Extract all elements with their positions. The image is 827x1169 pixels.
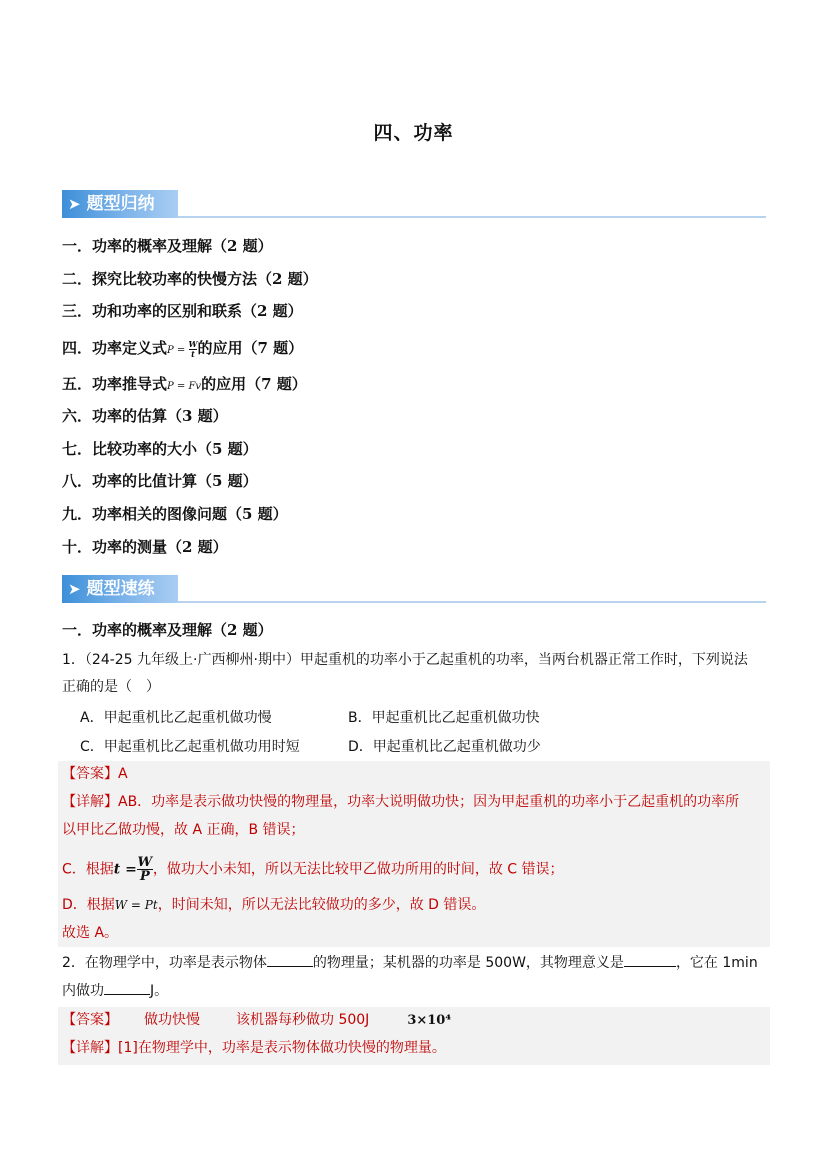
q2-answer-3: 3×10⁴ [407, 1013, 452, 1028]
q1-option-d: D．甲起重机比乙起重机做功少 [348, 739, 541, 755]
toc-item-4 [62, 338, 303, 361]
q1-detail-line1: 【详解】AB．功率是表示做功快慢的物理量，功率大说明做功快；因为甲起重机的功率小于乙起重机的功率所 [62, 794, 740, 810]
banner-label: 题型速练 [86, 579, 155, 599]
toc-item-1: 一．功率的概率及理解（2 题） [62, 237, 273, 255]
formula-w-over-p [137, 856, 153, 883]
toc-item-10: 十．功率的测量（2 题） [62, 538, 228, 556]
banner-underline [178, 216, 766, 218]
toc-item-5-suffix: 的应用（7 题） [201, 375, 307, 393]
q1-detail-c-suffix: ，做功大小未知，所以无法比较甲乙做功所用的时间，故 C 错误； [152, 861, 564, 878]
section-banner-summary [62, 190, 766, 218]
q1-detail-c [62, 856, 768, 883]
toc-item-9: 九．功率相关的图像问题（5 题） [62, 505, 288, 523]
formula-big-w: W [137, 855, 153, 870]
banner-underline [178, 601, 766, 603]
q2-answer-2: 该机器每秒做功 500J [236, 1012, 370, 1028]
q2-detail: 【详解】[1]在物理学中，功率是表示物体做功快慢的物理量。 [62, 1040, 446, 1056]
q1-detail-d [62, 895, 768, 915]
toc-item-7: 七．比较功率的大小（5 题） [62, 440, 258, 458]
formula-p-fv: P = Fv [167, 381, 202, 392]
toc-item-6: 六．功率的估算（3 题） [62, 407, 228, 425]
page-title: 四、功率 [373, 122, 454, 144]
q2-stem-line1 [62, 952, 772, 973]
toc-item-5-prefix: 五．功率推导式 [62, 375, 168, 393]
toc-item-5 [62, 374, 307, 397]
arrow-right-icon: ➤ [68, 580, 81, 598]
q2-stem-part-b: 的物理量；某机器的功率是 500W，其物理意义是 [312, 955, 624, 971]
formula-t: t [191, 349, 195, 359]
q1-option-b: B．甲起重机比乙起重机做功快 [348, 710, 540, 726]
section-banner-practice [62, 575, 766, 603]
formula-w-eq-pt: W = Pt [114, 898, 158, 912]
banner-tag [62, 575, 178, 603]
q2-answer-label: 【答案】 [62, 1012, 118, 1028]
q2-answer-row [62, 1010, 768, 1031]
formula-big-p: P [139, 869, 150, 884]
banner-label: 题型归纳 [86, 194, 155, 214]
q1-option-c: C．甲起重机比乙起重机做功用时短 [80, 739, 300, 755]
formula-p-eq: P = [167, 345, 189, 356]
q1-detail-c-prefix: C．根据 [62, 861, 114, 878]
q2-stem-line2-a: 内做功 [62, 983, 104, 999]
q1-detail-line2: 以甲比乙做功慢，故 A 正确，B 错误； [62, 822, 305, 838]
q2-blank-1 [267, 952, 313, 967]
q1-detail-d-suffix: ，时间未知，所以无法比较做功的多少，故 D 错误。 [157, 897, 486, 913]
section-1-title: 一．功率的概率及理解（2 题） [62, 621, 273, 639]
q2-answer-1: 做功快慢 [144, 1012, 200, 1028]
q2-blank-3 [104, 980, 150, 995]
q2-stem-part-c: ，它在 1min [675, 955, 758, 971]
q1-stem-line1: 1．（24-25 九年级上·广西柳州·期中）甲起重机的功率小于乙起重机的功率，当两台机器正常工作时，下列说法 [62, 652, 748, 668]
q1-conclusion: 故选 A。 [62, 925, 119, 941]
formula-w: W [188, 339, 198, 349]
q1-answer: 【答案】A [62, 766, 128, 782]
q2-stem-line2 [62, 980, 772, 1001]
toc-item-4-prefix: 四．功率定义式 [62, 339, 168, 357]
q1-detail-d-prefix: D．根据 [62, 897, 115, 913]
toc-item-3: 三．功和功率的区别和联系（2 题） [62, 302, 303, 320]
banner-tag [62, 190, 178, 218]
toc-item-2: 二．探究比较功率的快慢方法（2 题） [62, 270, 318, 288]
toc-item-8: 八．功率的比值计算（5 题） [62, 472, 258, 490]
q1-option-a: A．甲起重机比乙起重机做功慢 [80, 710, 272, 726]
toc-item-4-suffix: 的应用（7 题） [197, 339, 304, 357]
arrow-right-icon: ➤ [68, 195, 81, 213]
formula-t-eq: t = [113, 861, 137, 878]
q1-answer-box [58, 761, 770, 947]
q1-stem-line2: 正确的是（ ） [62, 679, 160, 695]
q2-stem-line2-b: J。 [150, 983, 169, 999]
q2-blank-2 [624, 952, 676, 967]
q2-stem-part-a: 2．在物理学中，功率是表示物体 [62, 955, 267, 971]
